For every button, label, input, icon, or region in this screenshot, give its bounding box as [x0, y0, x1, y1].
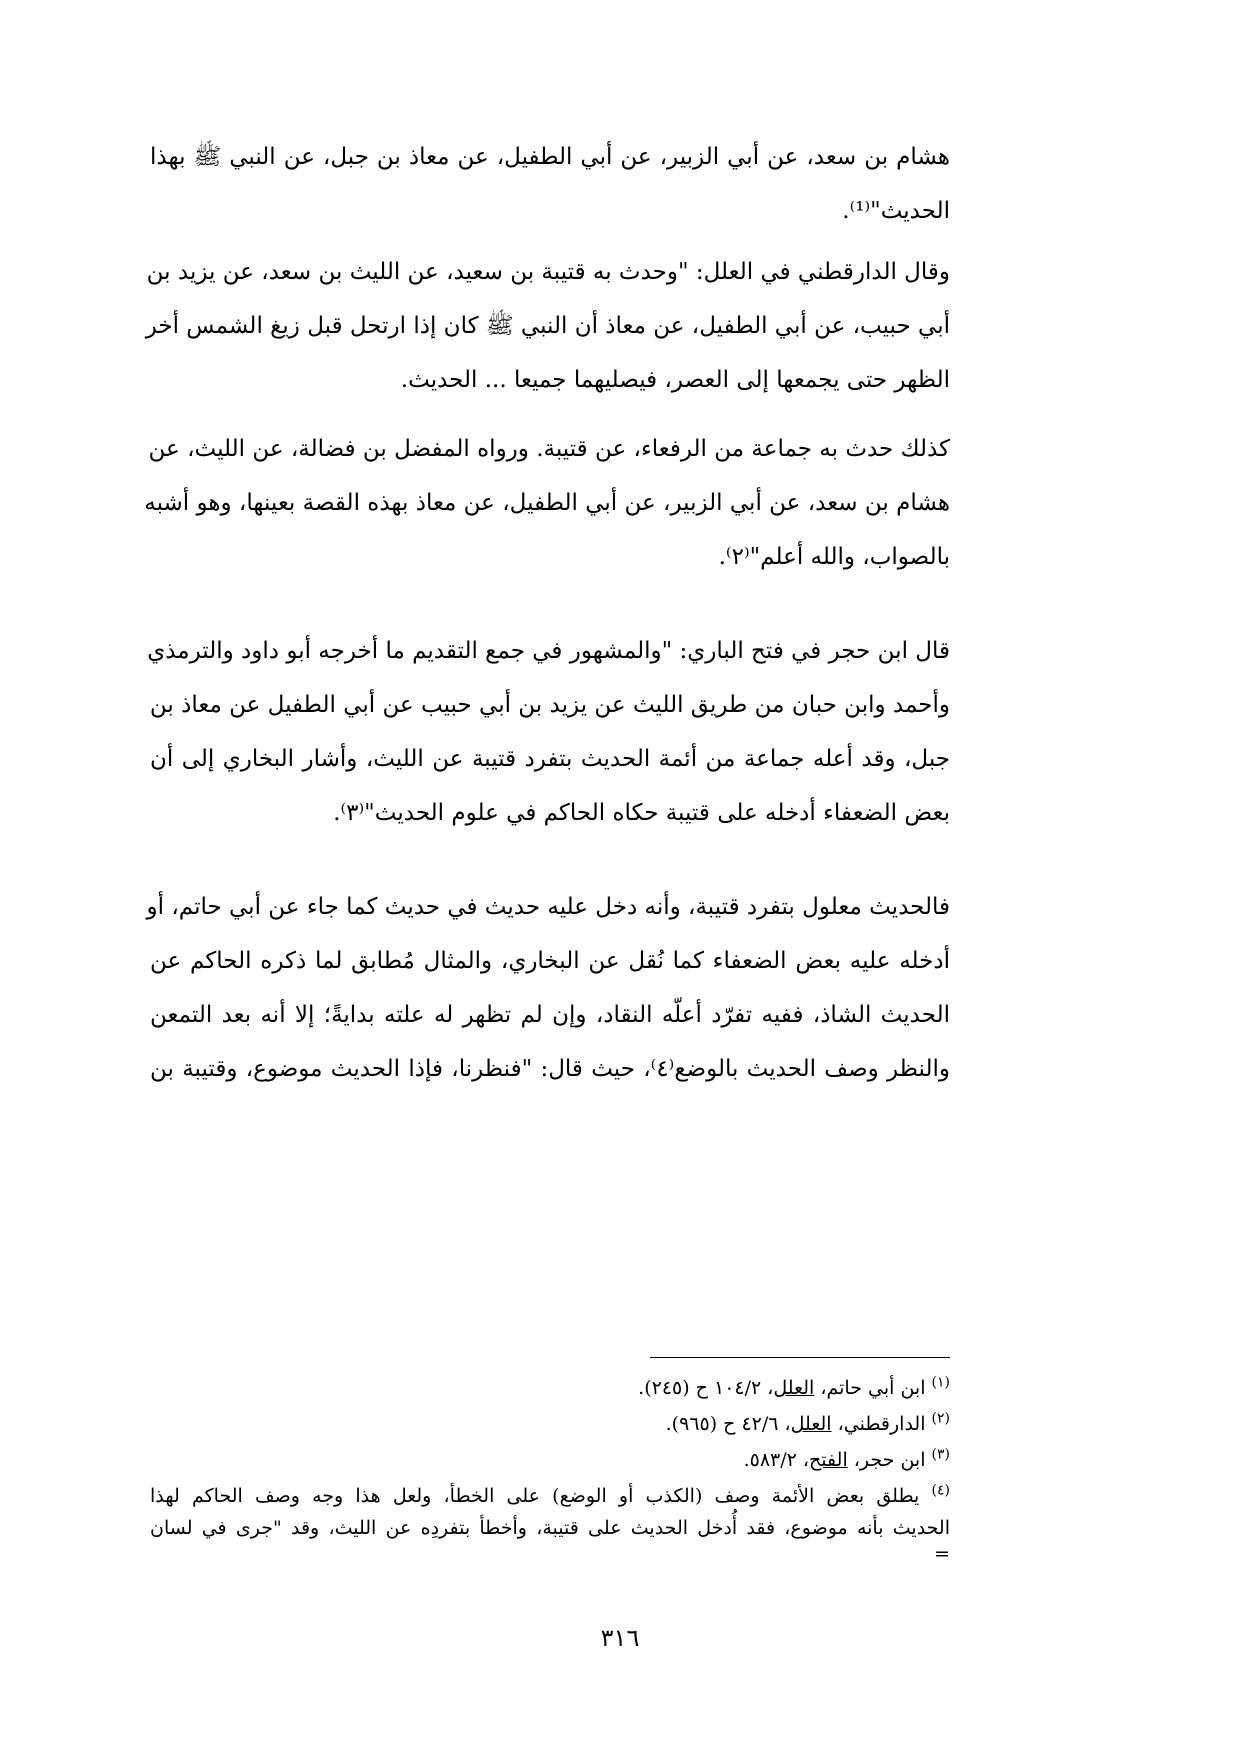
paragraph-2	[145, 245, 950, 407]
text-line: جبل، وقد أعله جماعة من أئمة الحديث بتفرد قتيبة عن الليث، وأشار البخاري إلى أن	[150, 746, 950, 772]
footnote-text: الدارقطني،	[831, 1413, 926, 1435]
text-line: قال ابن حجر في فتح الباري: "والمشهور في جمع التقديم ما أخرجه أبو داود والترمذي	[147, 638, 950, 664]
text-line: كذلك حدث به جماعة من الرفعاء، عن قتيبة. ورواه المفضل بن فضالة، عن الليث، عن	[148, 436, 950, 462]
footnote-4	[150, 1480, 950, 1564]
footnote-book-title: الفتح	[809, 1449, 848, 1471]
footnote-continuation-mark: =	[934, 1543, 950, 1565]
text-line: أبي حبيب، عن أبي الطفيل، عن معاذ أن النبي ﷺ كان إذا ارتحل قبل زيغ الشمس أخر	[145, 313, 950, 339]
footnote-text: ابن حجر،	[847, 1449, 926, 1471]
text-line: فالحديث معلول بتفرد قتيبة، وأنه دخل عليه حديث في حديث كما جاء عن أبي حاتم، أو	[146, 894, 950, 920]
text-line: الظهر حتى يجمعها إلى العصر، فيصليهما جميعا ... الحديث.	[400, 367, 950, 393]
text-line: وقال الدارقطني في العلل: "وحدث به قتيبة بن سعيد، عن الليث بن سعد، عن يزيد بن	[146, 259, 950, 285]
footnote-text: يطلق بعض الأئمة وصف (الكذب أو الوضع) على الخطأ، ولعل هذا وجه وصف الحاكم لهذا	[150, 1485, 920, 1507]
paragraph-4	[147, 624, 950, 840]
footnote-marker: (٣)	[931, 1446, 950, 1463]
footnote-marker: (٢)	[931, 1410, 950, 1427]
text-line: الحديث"⁽¹⁾.	[842, 198, 950, 224]
footnote-marker: (١)	[931, 1374, 950, 1391]
text-line: أدخله عليه بعض الضعفاء كما نُقل عن البخاري، والمثال مُطابق لما ذكره الحاكم عن	[150, 948, 950, 974]
text-line: هشام بن سعد، عن أبي الزبير، عن أبي الطفيل، عن معاذ بهذه القصة بعينها، وهو أشبه	[144, 490, 950, 516]
footnote-text: ، ٤٢/٦ ح (٩٦٥).	[665, 1413, 791, 1435]
footnote-book-title: العلل	[790, 1413, 832, 1435]
page-number: ٣١٦	[600, 1624, 640, 1652]
paragraph-5	[146, 880, 950, 1096]
footnote-text: ، ٥٨٣/٢.	[743, 1449, 810, 1471]
footnotes	[150, 1370, 950, 1564]
text-line: الحديث الشاذ، ففيه تفرّد أعلّه النقاد، وإن لم تظهر له علته بدايةً؛ إلا أنه بعد التمعن	[150, 1002, 950, 1028]
footnote-text: ، ١٠٤/٢ ح (٢٤٥).	[638, 1377, 774, 1399]
footnote-book-title: العلل	[773, 1377, 815, 1399]
footnote-marker: (٤)	[931, 1482, 950, 1499]
footnote-1	[150, 1370, 950, 1406]
text-line: بالصواب، والله أعلم"⁽٢⁾.	[718, 544, 950, 570]
text-line: بعض الضعفاء أدخله على قتيبة حكاه الحاكم في علوم الحديث"⁽٣⁾.	[333, 800, 950, 826]
text-line: والنظر وصف الحديث بالوضع⁽٤⁾، حيث قال: "فنظرنا، فإذا الحديث موضوع، وقتيبة بن	[150, 1056, 950, 1082]
footnote-text: ابن أبي حاتم،	[814, 1377, 926, 1399]
paragraph-1	[150, 130, 950, 184]
text-line: هشام بن سعد، عن أبي الزبير، عن أبي الطفيل، عن معاذ بن جبل، عن النبي ﷺ بهذا	[150, 144, 950, 170]
footnote-3	[150, 1442, 950, 1478]
footnote-separator	[650, 1357, 950, 1358]
footnote-2	[150, 1406, 950, 1442]
footnote-text: الحديث بأنه موضوع، فقد أُدخل الحديث على قتيبة، وأخطأ بتفردِه عن الليث، وقد "جرى في لسان	[150, 1517, 950, 1539]
text-line: وأحمد وابن حبان من طريق الليث عن يزيد بن أبي حبيب عن أبي الطفيل عن معاذ بن	[149, 692, 950, 718]
paragraph-1-end	[150, 184, 950, 238]
paragraph-3	[144, 422, 950, 584]
